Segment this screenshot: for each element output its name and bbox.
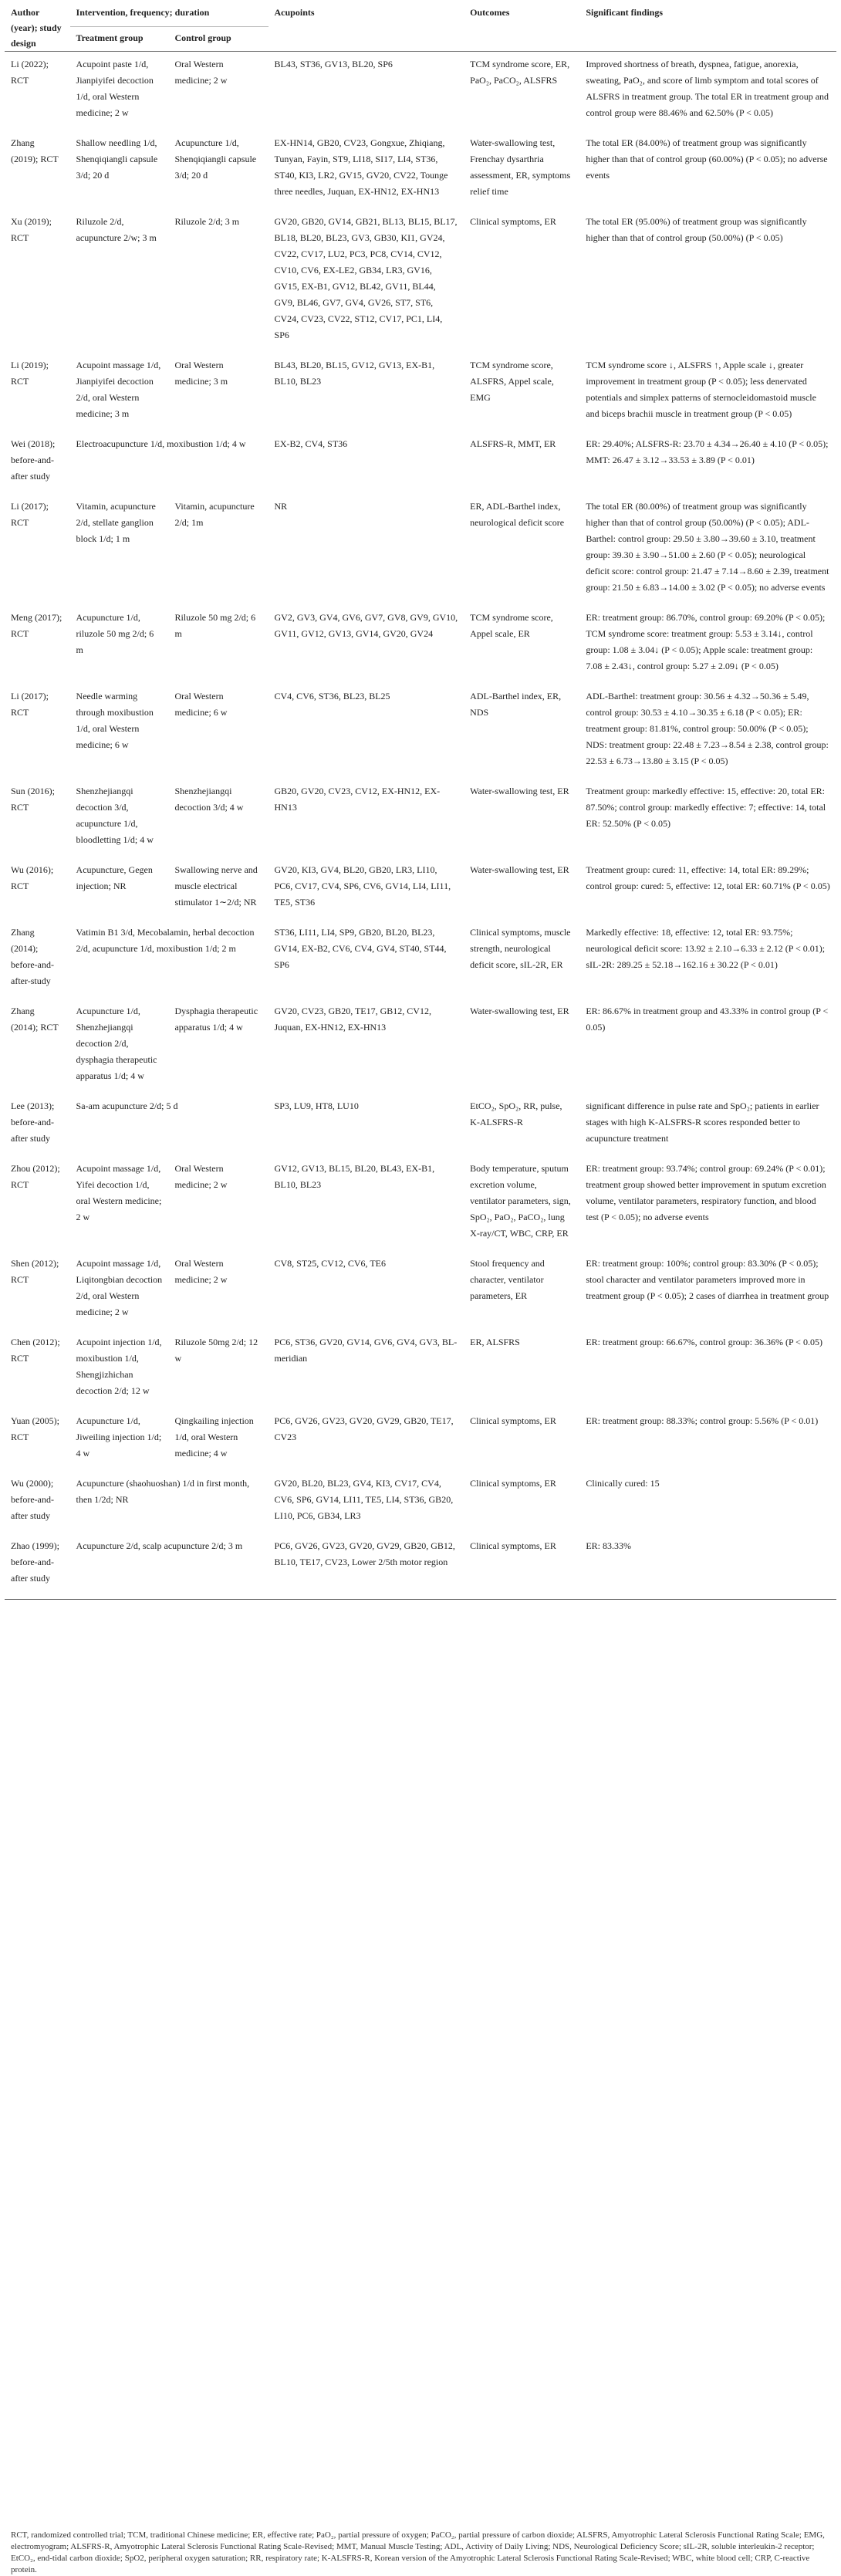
cell-intervention: Acupuncture (shaohuoshan) 1/d in first month, then 1/2d; NR — [76, 1478, 250, 1505]
cell-findings: ADL-Barthel: treatment group: 30.56 ± 4.32→50.36 ± 5.49, control group: 30.53 ± 4.10→30.35 ± 6.18 (P < 0.05); ER: treatment group: 81.81%, control group: 50.00% (P < 0.05); NDS: treatment group: 22.48 ± 7.23→8.54 ± 2.38, control group: 22.53 ± 6.73→13.80 ± 3.15 (P < 0.05) — [586, 691, 829, 766]
table-row — [5, 923, 836, 1002]
cell-intervention: Acupuncture 2/d, scalp acupuncture 2/d; 3 m — [76, 1540, 243, 1551]
cell-findings: ER: treatment group: 88.33%; control group: 5.56% (P < 0.01) — [586, 1415, 819, 1426]
cell-intervention: Electroacupuncture 1/d, moxibustion 1/d; 4 w — [76, 438, 246, 449]
cell-findings: The total ER (80.00%) of treatment group was significantly higher than that of control group (50.00%) (P < 0.05); ADL-Barthel: control group: 29.50 ± 3.80→39.60 ± 3.10, treatment group: 39.30 ± 3.90→51.00 ± 2.60 (P < 0.05); neurological deficit score: control group: 21.47 ± 7.14→8.60 ± 2.39, treatment group: 21.50 ± 6.83→14.00 ± 3.02 (P < 0.05); no adverse events — [586, 501, 829, 593]
cell-acupoints: GV12, GV13, BL15, BL20, BL43, EX-B1, BL10, BL23 — [274, 1163, 435, 1190]
cell-outcomes: ALSFRS-R, MMT, ER — [470, 438, 556, 449]
cell-author: Zhao (1999); before-and-after study — [11, 1540, 59, 1584]
header-author: Author (year); study design — [11, 7, 62, 49]
cell-outcomes: Water-swallowing test, ER — [470, 864, 569, 875]
cell-intervention: Vatimin B1 3/d, Mecobalamin, herbal decoction 2/d, acupuncture 1/d, moxibustion 1/d; 2 m — [76, 927, 255, 954]
cell-outcomes: Water-swallowing test, Frenchay dysarthria assessment, ER, symptoms relief time — [470, 137, 571, 197]
cell-control: Oral Western medicine; 3 m — [174, 360, 228, 387]
cell-treatment: Acupuncture 1/d, riluzole 50 mg 2/d; 6 m — [76, 612, 154, 655]
header-acupoints: Acupoints — [274, 7, 315, 18]
cell-author: Sun (2016); RCT — [11, 786, 55, 813]
cell-treatment: Riluzole 2/d, acupuncture 2/w; 3 m — [76, 216, 157, 243]
cell-author: Shen (2012); RCT — [11, 1258, 59, 1285]
cell-control: Dysphagia therapeutic apparatus 1/d; 4 w — [174, 1006, 258, 1033]
cell-findings: Improved shortness of breath, dyspnea, fatigue, anorexia, sweating, PaO₂, and score of limb symptom and total scores of ALSFRS in treatment group. The total ER in treatment group and control group were 88.46% and 62.50% (P < 0.05) — [586, 59, 829, 118]
cell-outcomes: Clinical symptoms, ER — [470, 1415, 556, 1426]
table-row — [5, 1254, 836, 1333]
cell-outcomes: TCM syndrome score, ER, PaO₂, PaCO₂, ALSFRS — [470, 59, 570, 86]
cell-findings: Clinically cured: 15 — [586, 1478, 660, 1489]
cell-treatment: Acupoint massage 1/d, Yifei decoction 1/d, oral Western medicine; 2 w — [76, 1163, 162, 1222]
cell-outcomes: Clinical symptoms, ER — [470, 1478, 556, 1489]
cell-treatment: Acupoint injection 1/d, moxibustion 1/d, Shengjizhichan decoction 2/d; 12 w — [76, 1337, 162, 1396]
cell-author: Yuan (2005); RCT — [11, 1415, 59, 1442]
table-row — [5, 212, 836, 356]
table-row — [5, 1333, 836, 1411]
cell-treatment: Acupoint massage 1/d, Jianpiyifei decoction 2/d, oral Western medicine; 3 m — [76, 360, 161, 419]
cell-control: Oral Western medicine; 6 w — [174, 691, 228, 718]
cell-acupoints: PC6, GV26, GV23, GV20, GV29, GB20, TE17, CV23 — [274, 1415, 454, 1442]
cell-treatment: Shenzhejiangqi decoction 3/d, acupuncture 1/d, bloodletting 1/d; 4 w — [76, 786, 154, 845]
cell-author: Zhou (2012); RCT — [11, 1163, 60, 1190]
cell-findings: ER: 83.33% — [586, 1540, 631, 1551]
table-row — [5, 860, 836, 923]
cell-outcomes: Body temperature, sputum excretion volume, ventilator parameters, sign, SpO₂, PaO₂, PaCO₂, lung X-ray/CT, WBC, CRP, ER — [470, 1163, 571, 1239]
table-row — [5, 1097, 836, 1159]
table-row — [5, 497, 836, 608]
header-findings: Significant findings — [586, 7, 664, 18]
cell-outcomes: Water-swallowing test, ER — [470, 1006, 569, 1016]
table-row — [5, 1411, 836, 1474]
cell-acupoints: GB20, GV20, CV23, CV12, EX-HN12, EX-HN13 — [274, 786, 441, 813]
cell-author: Li (2017); RCT — [11, 501, 49, 528]
cell-treatment: Shallow needling 1/d, Shenqiqiangli capsule 3/d; 20 d — [76, 137, 158, 181]
cell-control: Riluzole 50mg 2/d; 12 w — [174, 1337, 258, 1364]
cell-findings: TCM syndrome score ↓, ALSFRS ↑, Apple scale ↓, greater improvement in treatment group (P < 0.05); less denervated potentials and simplex patterns of sternocleidomastoid muscle and biceps brachii muscle in treatment group (P < 0.05) — [586, 360, 816, 419]
cell-treatment: Acupoint paste 1/d, Jianpiyifei decoction 1/d, oral Western medicine; 2 w — [76, 59, 154, 118]
cell-findings: The total ER (95.00%) of treatment group was significantly higher than that of control group (50.00%) (P < 0.05) — [586, 216, 807, 243]
table-row — [5, 608, 836, 687]
cell-control: Riluzole 2/d; 3 m — [174, 216, 240, 227]
cell-acupoints: GV20, GB20, GV14, GB21, BL13, BL15, BL17, BL18, BL20, BL23, GV3, GB30, KI1, GV24, CV22, CV17, LU2, PC3, PC8, CV14, CV12, CV10, CV6, EX-LE2, GB34, LR3, GV16, GV15, EX-B1, GV12, BL42, GV11, BL44, GV9, BL46, GV7, GV4, GV26, ST7, ST6, CV24, CV23, CV22, ST12, CV17, PC1, LI4, SP6 — [274, 216, 458, 340]
cell-acupoints: EX-HN14, GB20, CV23, Gongxue, Zhiqiang, Tunyan, Fayin, ST9, LI18, SI17, LI4, ST36, ST40, KI3, LR2, GV15, GV20, CV22, Tounge three needles, Juquan, EX-HN12, EX-HN13 — [274, 137, 448, 197]
cell-author: Li (2017); RCT — [11, 691, 49, 718]
cell-findings: significant difference in pulse rate and SpO₂; patients in earlier stages with high K-ALSFRS-R scores responded better to acupuncture treatment — [586, 1100, 819, 1144]
cell-control: Oral Western medicine; 2 w — [174, 1258, 228, 1285]
cell-findings: ER: treatment group: 86.70%, control group: 69.20% (P < 0.05); TCM syndrome score: treatment group: 5.53 ± 3.14↓, control group: 1.08 ± 3.04↓ (P < 0.05); Apple scale: treatment group: 7.08 ± 2.43↓, control group: 5.27 ± 2.09↓ (P < 0.05) — [586, 612, 826, 671]
table-row — [5, 1159, 836, 1254]
cell-findings: ER: treatment group: 66.67%, control group: 36.36% (P < 0.05) — [586, 1337, 822, 1347]
cell-control: Oral Western medicine; 2 w — [174, 59, 228, 86]
cell-outcomes: Water-swallowing test, ER — [470, 786, 569, 796]
cell-control: Vitamin, acupuncture 2/d; 1m — [174, 501, 255, 528]
cell-acupoints: GV2, GV3, GV4, GV6, GV7, GV8, GV9, GV10, GV11, GV12, GV13, GV14, GV20, GV24 — [274, 612, 458, 639]
cell-author: Wei (2018); before-and-after study — [11, 438, 56, 482]
cell-outcomes: TCM syndrome score, ALSFRS, Appel scale, EMG — [470, 360, 554, 403]
cell-findings: ER: 29.40%; ALSFRS-R: 23.70 ± 4.34→26.40 ± 4.10 (P < 0.05); MMT: 26.47 ± 3.12→33.53 ± 3.89 (P < 0.01) — [586, 438, 829, 465]
cell-acupoints: GV20, BL20, BL23, GV4, KI3, CV17, CV4, CV6, SP6, GV14, LI11, TE5, LI4, ST36, GB20, LI10, PC6, GB34, LR3 — [274, 1478, 454, 1521]
table-row — [5, 782, 836, 860]
cell-treatment: Vitamin, acupuncture 2/d, stellate ganglion block 1/d; 1 m — [76, 501, 156, 544]
table-row — [5, 1536, 836, 1600]
table-footnote: RCT, randomized controlled trial; TCM, traditional Chinese medicine; ER, effective rate; PaO₂, partial pressure of oxygen; PaCO₂, partial pressure of carbon dioxide; ALSFRS, Amyotrophic Lateral Sclerosis Functional Rating Scale; EMG, electromyogram; ALSFRS-R, Amyotrophic Lateral Sclerosis Functional Rating Scale-Revised; MMT, Manual Muscle Testing; ADL, Activity of Daily Living; NDS, Neurological Deficiency Score; sIL-2R, soluble interleukin-2 receptor; EtCO₂, end-tidal carbon dioxide; SpO2, peripheral oxygen saturation; RR, respiratory rate; K-ALSFRS-R, Korean version of the Amyotrophic Lateral Sclerosis Functional Rating Scale-Revised; WBC, white blood cell; CRP, C-reactive protein. — [11, 2530, 825, 2574]
cell-findings: Markedly effective: 18, effective: 12, total ER: 93.75%; neurological deficit score: 13.92 ± 2.10→6.33 ± 2.12 (P < 0.01); sIL-2R: 289.25 ± 52.18→162.16 ± 30.22 (P < 0.01) — [586, 927, 826, 970]
cell-findings: Treatment group: markedly effective: 15, effective: 20, total ER: 87.50%; control group: markedly effective: 7; effective: 14, total ER: 52.50% (P < 0.05) — [586, 786, 826, 829]
table-body — [5, 52, 836, 1600]
cell-acupoints: CV8, ST25, CV12, CV6, TE6 — [274, 1258, 386, 1269]
cell-acupoints: GV20, KI3, GV4, BL20, GB20, LR3, LI10, PC6, CV17, CV4, SP6, CV6, GV14, LI4, LI11, TE5, ST36 — [274, 864, 451, 908]
cell-outcomes: ADL-Barthel index, ER, NDS — [470, 691, 562, 718]
table-row — [5, 356, 836, 434]
cell-treatment: Acupoint massage 1/d, Liqitongbian decoction 2/d, oral Western medicine; 2 w — [76, 1258, 163, 1317]
cell-treatment: Acupuncture 1/d, Jiweiling injection 1/d; 4 w — [76, 1415, 162, 1459]
studies-table — [5, 0, 836, 1600]
table-row — [5, 134, 836, 212]
table-row — [5, 434, 836, 497]
cell-treatment: Needle warming through moxibustion 1/d, oral Western medicine; 6 w — [76, 691, 154, 750]
cell-acupoints: ST36, LI11, LI4, SP9, GB20, BL20, BL23, GV14, EX-B2, CV6, CV4, GV4, ST40, ST44, SP6 — [274, 927, 447, 970]
header-treatment-group: Treatment group — [70, 26, 169, 51]
cell-acupoints: PC6, ST36, GV20, GV14, GV6, GV4, GV3, BL-meridian — [274, 1337, 458, 1364]
cell-outcomes: EtCO₂, SpO₂, RR, pulse, K-ALSFRS-R — [470, 1100, 562, 1127]
cell-acupoints: BL43, BL20, BL15, GV12, GV13, EX-B1, BL10, BL23 — [274, 360, 435, 387]
cell-author: Chen (2012); RCT — [11, 1337, 60, 1364]
cell-control: Acupuncture 1/d, Shenqiqiangli capsule 3/d; 20 d — [174, 137, 257, 181]
cell-outcomes: TCM syndrome score, Appel scale, ER — [470, 612, 553, 639]
table-header — [5, 0, 836, 52]
cell-author: Wu (2016); RCT — [11, 864, 54, 891]
cell-treatment: Acupuncture 1/d, Shenzhejiangqi decoction 2/d, dysphagia therapeutic apparatus 1/d; 4 w — [76, 1006, 157, 1081]
cell-outcomes: ER, ADL-Barthel index, neurological deficit score — [470, 501, 565, 528]
cell-control: Qingkailing injection 1/d, oral Western medicine; 4 w — [174, 1415, 254, 1459]
table-row — [5, 1474, 836, 1536]
cell-control: Riluzole 50 mg 2/d; 6 m — [174, 612, 256, 639]
cell-findings: Treatment group: cured: 11, effective: 14, total ER: 89.29%; control group: cured: 5, effective: 12, total ER: 60.71% (P < 0.05) — [586, 864, 830, 891]
cell-acupoints: NR — [274, 501, 288, 512]
cell-control: Swallowing nerve and muscle electrical stimulator 1∼2/d; NR — [174, 864, 258, 908]
cell-author: Xu (2019); RCT — [11, 216, 52, 243]
cell-author: Zhang (2014); before-and-after-study — [11, 927, 54, 986]
cell-author: Li (2022); RCT — [11, 59, 49, 86]
cell-acupoints: SP3, LU9, HT8, LU10 — [274, 1100, 359, 1111]
header-control-group: Control group — [168, 26, 268, 51]
cell-author: Wu (2000); before-and-after study — [11, 1478, 54, 1521]
cell-author: Lee (2013); before-and-after study — [11, 1100, 55, 1144]
cell-outcomes: ER, ALSFRS — [470, 1337, 520, 1347]
header-outcomes: Outcomes — [470, 7, 510, 18]
cell-acupoints: PC6, GV26, GV23, GV20, GV29, GB20, GB12, BL10, TE17, CV23, Lower 2/5th motor region — [274, 1540, 455, 1567]
cell-acupoints: EX-B2, CV4, ST36 — [274, 438, 348, 449]
cell-author: Li (2019); RCT — [11, 360, 49, 387]
cell-author: Zhang (2014); RCT — [11, 1006, 59, 1033]
cell-findings: ER: treatment group: 93.74%; control group: 69.24% (P < 0.01); treatment group showed better improvement in sputum excretion volume, ventilator parameters, respiratory function, and blood test (P < 0.05); no adverse events — [586, 1163, 826, 1222]
cell-control: Oral Western medicine; 2 w — [174, 1163, 228, 1190]
cell-outcomes: Clinical symptoms, ER — [470, 216, 556, 227]
cell-acupoints: BL43, ST36, GV13, BL20, SP6 — [274, 59, 393, 69]
header-intervention: Intervention, frequency; duration — [76, 7, 210, 18]
cell-author: Meng (2017); RCT — [11, 612, 62, 639]
cell-findings: ER: 86.67% in treatment group and 43.33% in control group (P < 0.05) — [586, 1006, 829, 1033]
cell-acupoints: CV4, CV6, ST36, BL23, BL25 — [274, 691, 390, 701]
table-row — [5, 52, 836, 134]
cell-outcomes: Stool frequency and character, ventilator parameters, ER — [470, 1258, 545, 1301]
cell-intervention: Sa-am acupuncture 2/d; 5 d — [76, 1100, 178, 1111]
cell-findings: The total ER (84.00%) of treatment group was significantly higher than that of control group (60.00%) (P < 0.05); no adverse events — [586, 137, 828, 181]
cell-author: Zhang (2019); RCT — [11, 137, 59, 164]
cell-outcomes: Clinical symptoms, muscle strength, neurological deficit score, sIL-2R, ER — [470, 927, 571, 970]
cell-treatment: Acupuncture, Gegen injection; NR — [76, 864, 153, 891]
cell-control: Shenzhejiangqi decoction 3/d; 4 w — [174, 786, 244, 813]
table-row — [5, 1002, 836, 1097]
cell-findings: ER: treatment group: 100%; control group: 83.30% (P < 0.05); stool character and ventilator parameters improved more in treatment group (P < 0.05); 2 cases of diarrhea in treatment group — [586, 1258, 829, 1301]
cell-outcomes: Clinical symptoms, ER — [470, 1540, 556, 1551]
table-row — [5, 687, 836, 782]
cell-acupoints: GV20, CV23, GB20, TE17, GB12, CV12, Juquan, EX-HN12, EX-HN13 — [274, 1006, 431, 1033]
